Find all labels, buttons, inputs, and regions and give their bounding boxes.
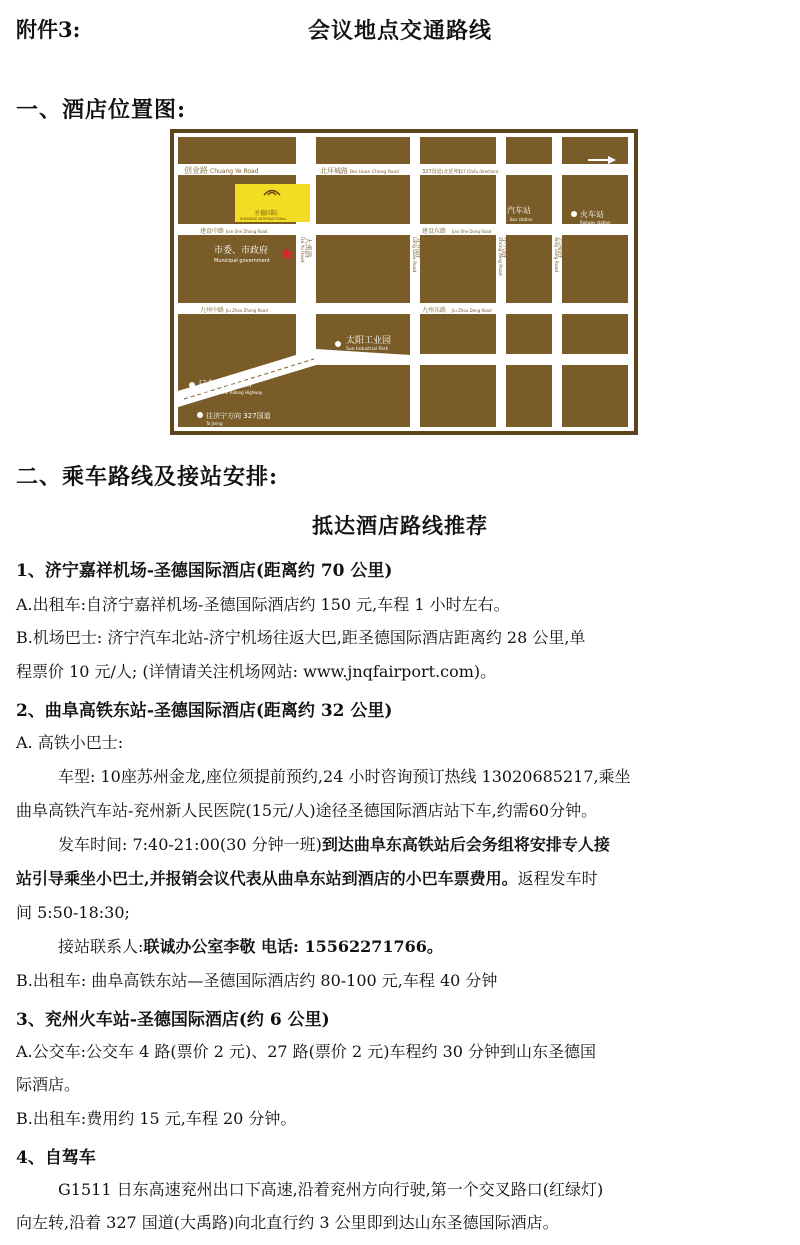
route-2-title: 2、曲阜高铁东站-圣德国际酒店(距离约 32 公里) <box>16 701 393 721</box>
route-3-taxi: B.出租车:费用约 15 元,车程 20 分钟。 <box>16 1109 297 1128</box>
label-chuangye: 创业路 <box>184 166 208 175</box>
route-2-model-line2: 曲阜高铁汽车站-兖州新人民医院(15元/人)途径圣德国际酒店站下车,约需60分钟。 <box>16 801 598 820</box>
label-chuangye-en: Chuang Ye Road <box>210 168 259 175</box>
label-hotel-en: SHENGDE INTERNATIONAL <box>240 217 287 221</box>
label-longqiao-en: Long Qiao Road <box>411 237 416 273</box>
route-2-guide: 站引导乘坐小巴士,并报销会议代表从曲阜东站到酒店的小巴车票费用。 <box>16 869 518 888</box>
route-2-pickup-note: 到达曲阜东高铁站后会务组将安排专人接 <box>321 835 610 854</box>
label-327-top-en: 327 (Qufu direction) <box>458 169 499 174</box>
label-jianshe-e-en: Jian She Dong Road <box>452 229 492 234</box>
label-bus-station-en: Bus station <box>510 217 533 222</box>
label-jianshe-en: Jian She Zhong Road <box>226 229 268 234</box>
label-exit-en: Yanzhou Exit of Ridong Highway <box>198 390 263 395</box>
section-1-title: 一、酒店位置图: <box>16 97 187 123</box>
label-xinglong-en: Xing Long Road <box>553 237 558 273</box>
label-jiuzhou: 九州中路 <box>200 307 225 314</box>
label-municipal-en: Municipal government <box>214 258 270 264</box>
section-2-title: 二、乘车路线及接站安排: <box>16 464 279 490</box>
label-train-station: 火车站 <box>580 210 604 219</box>
route-3-title: 3、兖州火车站-圣德国际酒店(约 6 公里) <box>16 1010 330 1030</box>
route-1-bus-line1: B.机场巴士: 济宁汽车北站-济宁机场往返大巴,距圣德国际酒店距离约 28 公里,单 <box>16 628 586 647</box>
label-jiuzhou-en: Jiu Zhou Zhong Road <box>226 308 268 313</box>
label-jianshe-e: 建设东路 <box>422 228 447 235</box>
label-beihuan: 北环城路 <box>320 167 348 175</box>
sun-park-dot-icon <box>335 341 341 347</box>
label-jining-en: To Jining <box>206 421 223 426</box>
route-1-title: 1、济宁嘉祥机场-圣德国际酒店(距离约 70 公里) <box>16 561 393 581</box>
label-jiuzhou-e-en: Jiu Zhou Dong Road <box>452 308 492 313</box>
exit-dot-icon <box>189 382 195 388</box>
jining-dot-icon <box>197 412 203 418</box>
route-4-title: 4、自驾车 <box>16 1148 96 1168</box>
label-dayu: 大禹路 <box>304 237 312 258</box>
page-title: 会议地点交通路线 <box>307 18 492 44</box>
label-sun-park-en: Sun Industrial Park <box>346 347 389 352</box>
route-4-line2: 向左转,沿着 327 国道(大禹路)向北直行约 3 公里即到达山东圣德国际酒店。 <box>16 1213 559 1232</box>
route-2-contact-label: 接站联系人: <box>58 937 144 956</box>
label-exit: 日东高速出口 <box>198 380 253 390</box>
route-2-contact-info: 联诚办公室李敬 电话: 15562271766。 <box>143 937 443 956</box>
label-327-top: 327国道(北延伸) <box>422 169 461 175</box>
route-2-depart-line <box>58 835 610 854</box>
label-sun-park: 太阳工业园 <box>346 336 392 346</box>
route-2-minibus: A. 高铁小巴士: <box>16 733 124 752</box>
route-2-return-label: 返程发车时 <box>517 869 598 888</box>
route-2-guide-line <box>16 869 598 888</box>
route-2-contact-line <box>58 937 443 956</box>
route-3-bus-line1: A.公交车:公交车 4 路(票价 2 元)、27 路(票价 2 元)车程约 30 分钟到山东圣德国 <box>16 1042 597 1061</box>
label-bus-station: 汽车站 <box>507 206 531 215</box>
label-hotel: 圣德国际 <box>254 210 279 217</box>
label-jining: 往济宁方向 327国道 <box>206 412 271 420</box>
label-train-station-en: Railway station <box>580 220 611 225</box>
route-1-bus-line2: 程票价 10 元/人; (详情请关注机场网站: www.jnqfairport.com)。 <box>16 662 497 681</box>
label-xinglong: 兴隆路 <box>557 237 565 258</box>
route-4-line1: G1511 日东高速兖州出口下高速,沿着兖州方向行驶,第一个交叉路口(红绿灯) <box>58 1180 604 1199</box>
route-2-return-time: 间 5:50-18:30; <box>16 903 130 922</box>
hotel-location-map <box>170 129 638 435</box>
label-zhongxing-en: Zhong Xing Road <box>497 237 502 276</box>
label-longqiao: 龙桥路 <box>415 237 423 258</box>
route-3-bus-line2: 际酒店。 <box>16 1075 81 1094</box>
label-zhongxing: 中兴路 <box>501 237 509 258</box>
label-dayu-en: Da Yu Road <box>299 237 304 263</box>
label-jiuzhou-e: 九州东路 <box>422 307 447 314</box>
routes-subtitle: 抵达酒店路线推荐 <box>312 513 488 538</box>
label-municipal: 市委、市政府 <box>214 246 269 256</box>
label-jianshe: 建设中路 <box>200 228 225 235</box>
route-1-taxi: A.出租车:自济宁嘉祥机场-圣德国际酒店约 150 元,车程 1 小时左右。 <box>16 595 510 614</box>
train-station-dot-icon <box>571 211 577 217</box>
route-2-taxi: B.出租车: 曲阜高铁东站—圣德国际酒店约 80-100 元,车程 40 分钟 <box>16 971 498 990</box>
annex-label: 附件3: <box>16 17 81 42</box>
label-beihuan-en: Bei Huan Cheng Road <box>350 170 400 175</box>
route-2-depart-time: 发车时间: 7:40-21:00(30 分钟一班) <box>58 835 322 854</box>
route-2-model-line1: 车型: 10座苏州金龙,座位须提前预约,24 小时咨询预订热线 13020685217,乘坐 <box>58 767 631 786</box>
